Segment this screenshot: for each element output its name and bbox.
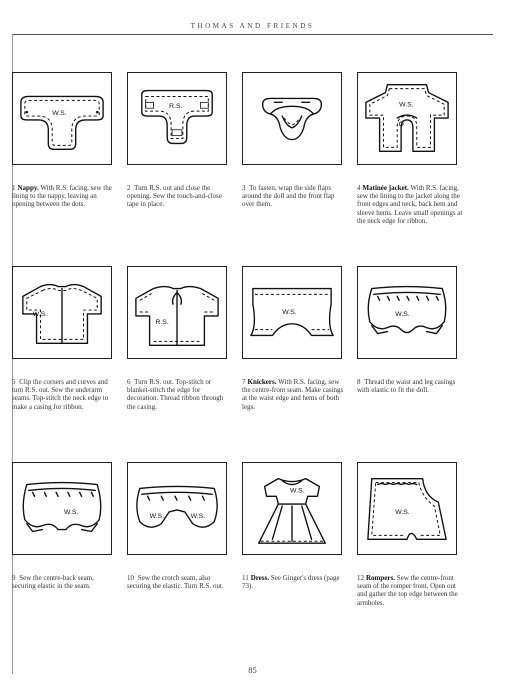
step-8-caption [357,378,463,394]
step-1-title: Nappy. [17,184,39,192]
step-11-number: 11 [242,574,249,582]
step-9-text: Sew the centre-back seam, securing elastic in the seam. [12,574,94,591]
step-8-text: Thread the waist and leg casings with elastic to fit the doll. [357,378,456,395]
step-2-number: 2 [127,184,131,192]
step-1-caption [12,184,118,209]
step-9-caption [12,574,118,590]
step-12-number: 12 [357,574,364,582]
svg-text:W.S.: W.S. [190,512,206,520]
step-1-illustration [12,72,112,165]
step-11-illustration [242,462,342,555]
step-5-illustration [12,266,112,359]
step-4-number: 4 [357,184,361,192]
running-header: THOMAS AND FRIENDS [190,22,315,30]
step-4-illustration [357,72,457,165]
step-1-number: 1 [12,184,16,192]
step-11-label: W.S. [290,487,305,495]
step-10-number: 10 [127,574,134,582]
step-3-illustration [242,72,342,165]
page-number: 85 [248,665,257,675]
step-8-number: 8 [357,378,361,386]
step-6-label: R.S. [155,318,169,326]
step-10-text: Sew the crotch seam, also securing the elastic. Turn R.S. out. [127,574,224,591]
step-7-title: Knickers. [247,378,277,386]
step-7-caption [242,378,348,411]
step-7-illustration [242,266,342,359]
step-5-number: 5 [12,378,16,386]
step-8-label: W.S. [395,310,410,318]
step-2-text: Turn R.S. out and close the opening. Sew the touch-and-close tape in place. [127,184,222,209]
step-11-text: See Ginger's dress (page 73). [242,574,340,591]
step-2-illustration [127,72,227,165]
step-9-illustration [12,462,112,555]
step-7-number: 7 [242,378,246,386]
step-9-number: 9 [12,574,16,582]
step-5-label: W.S. [32,310,48,318]
step-6-caption [127,378,233,411]
step-12-text: Sew the centre-front seam of the romper front. Open out and gather the top edge between the armholes. [357,574,458,607]
step-12-illustration [357,462,457,555]
header-rule [12,34,493,35]
step-5-caption [12,378,118,411]
step-12-title: Rompers. [366,574,395,582]
step-1-text: With R.S. facing, sew the lining to the nappy, leaving an opening between the dots. [12,184,112,209]
step-6-illustration [127,266,227,359]
step-12-label: W.S. [395,508,410,516]
step-4-title: Matinée jacket. [362,184,409,192]
step-6-number: 6 [127,378,131,386]
step-11-title: Dress. [250,574,270,582]
step-6-text: Turn R.S. out. Top-stitch or blanket-stitch the edge for decoration. Thread ribbon through the casing. [127,378,224,411]
step-1-label: W.S. [52,110,67,118]
step-10-illustration [127,462,227,555]
step-4-text: With R.S. facing, sew the lining to the jacket along the front edges and neck, back hem and sleeve hems. Leave small openings at the neck edge for ribbon. [357,184,463,225]
step-5-text: Clip the corners and curves and turn R.S. out. Sew the underarm seams. Top-stitch the neck edge to make a casing for ribbon. [12,378,109,411]
step-4-caption [357,184,463,225]
step-3-caption [242,184,348,209]
step-8-illustration [357,266,457,359]
step-3-number: 3 [242,184,246,192]
step-12-caption [357,574,463,607]
step-10-caption [127,574,233,590]
step-7-text: With R.S. facing, sew the centre-front seam. Make casings at the waist edge and hems of both legs. [242,378,344,411]
step-7-label: W.S. [282,308,297,316]
step-11-caption [242,574,348,590]
step-3-text: To fasten, wrap the side flaps around the doll and the front flap over them. [242,184,335,209]
step-10-label: W.S. [149,512,165,520]
step-4-label: W.S. [399,101,414,109]
step-2-caption [127,184,233,209]
step-2-label: R.S. [169,103,183,111]
step-9-label: W.S. [63,508,79,516]
